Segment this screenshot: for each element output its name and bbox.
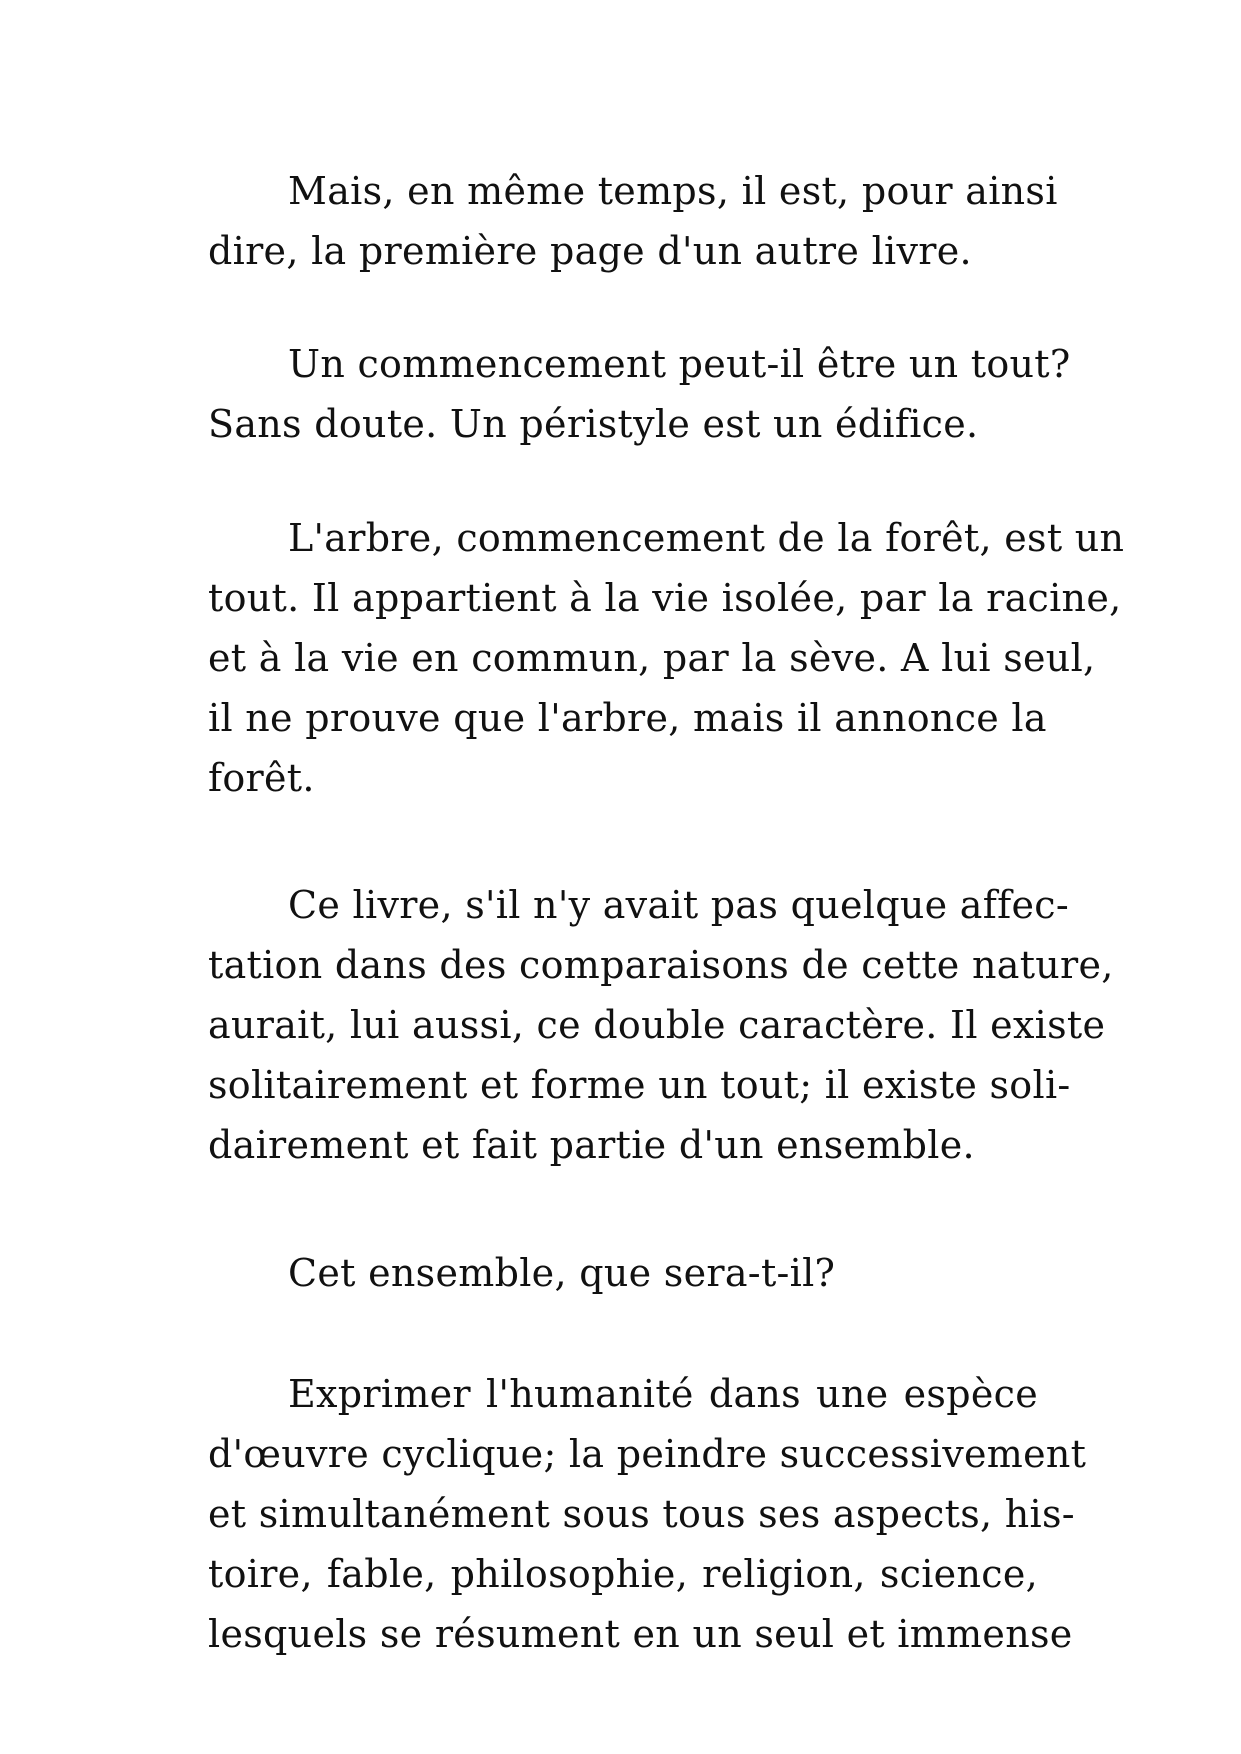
text-line: lesquels se résument en un seul et immense	[208, 1612, 1073, 1656]
text-line: L'arbre, commencement de la forêt, est un	[288, 516, 1125, 560]
text-line: Mais, en même temps, il est, pour ainsi	[288, 169, 1058, 213]
text-line: Cet ensemble, que sera-t-il?	[288, 1251, 836, 1295]
text-line: toire, fable, philosophie, religion, science,	[208, 1552, 1038, 1596]
text-line: solitairement et forme un tout; il existe soli-	[208, 1063, 1071, 1107]
text-line: tout. Il appartient à la vie isolée, par la racine,	[208, 576, 1122, 620]
text-line: et simultanément sous tous ses aspects, his-	[208, 1492, 1075, 1536]
text-line: tation dans des comparaisons de cette nature,	[208, 943, 1114, 987]
text-line: Exprimer l'humanité dans une espèce	[288, 1372, 1038, 1416]
text-line: Sans doute. Un péristyle est un édifice.	[208, 402, 979, 446]
text-line: dire, la première page d'un autre livre.	[208, 229, 972, 273]
paragraph-3	[208, 508, 1125, 808]
text-line: et à la vie en commun, par la sève. A lui seul,	[208, 636, 1096, 680]
text-line: Un commencement peut-il être un tout?	[288, 342, 1071, 386]
paragraph-1	[208, 161, 1058, 281]
text-line: il ne prouve que l'arbre, mais il annonce la	[208, 696, 1047, 740]
text-line: aurait, lui aussi, ce double caractère. Il existe	[208, 1003, 1106, 1047]
text-line: forêt.	[208, 756, 315, 800]
paragraph-6	[208, 1364, 1087, 1664]
text-line: dairement et fait partie d'un ensemble.	[208, 1123, 975, 1167]
paragraph-5	[208, 1243, 1038, 1303]
text-line: Ce livre, s'il n'y avait pas quelque affec-	[288, 883, 1069, 927]
paragraph-4	[208, 875, 1114, 1175]
text-line: d'œuvre cyclique; la peindre successivement	[208, 1432, 1087, 1476]
paragraph-2	[208, 334, 1071, 454]
